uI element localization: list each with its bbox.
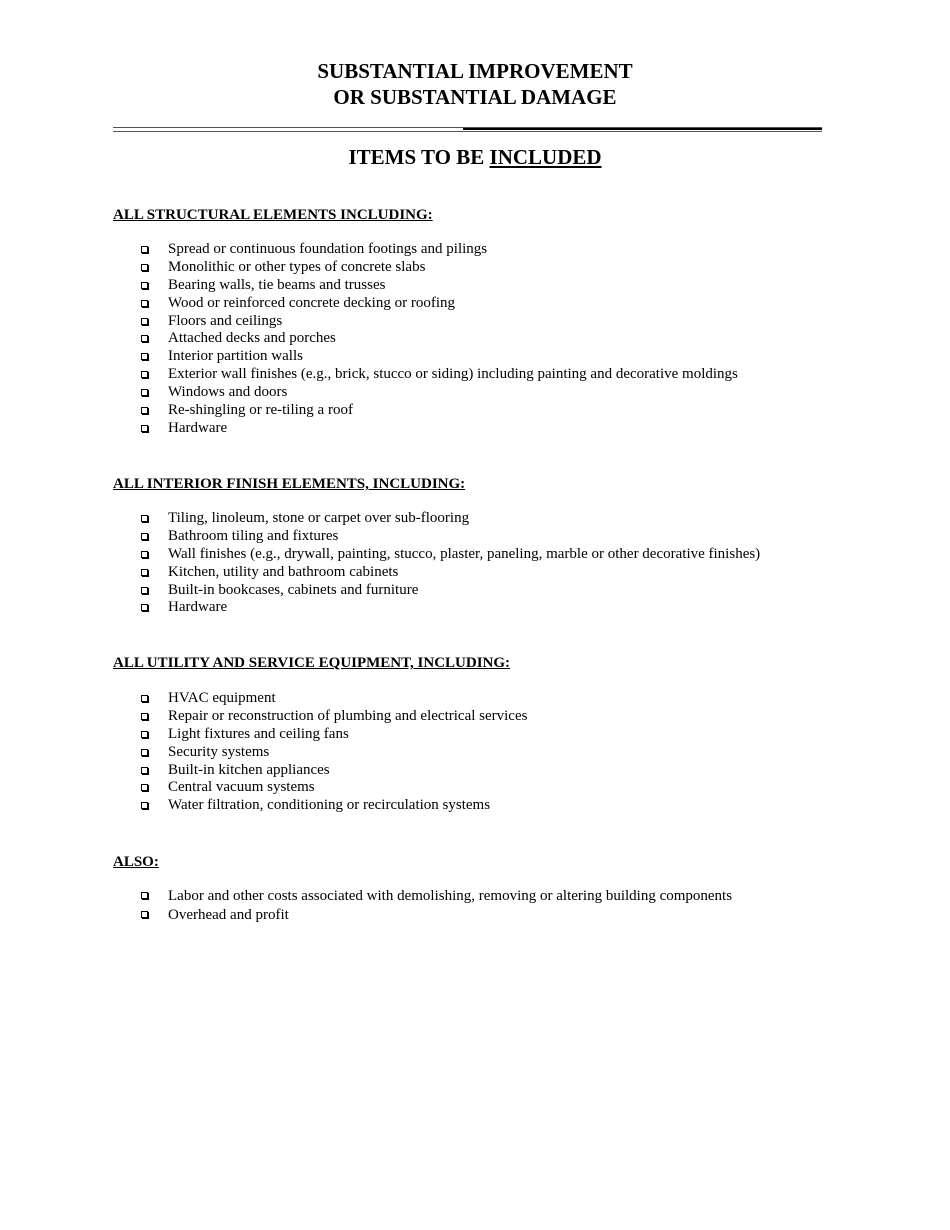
header-divider-thick <box>463 128 822 130</box>
checkbox-icon <box>141 264 148 271</box>
checkbox-icon <box>141 604 148 611</box>
items-subtitle <box>0 144 950 170</box>
checkbox-icon <box>141 892 148 899</box>
checkbox-icon <box>141 695 148 702</box>
checkbox-icon <box>141 407 148 414</box>
checkbox-icon <box>141 533 148 540</box>
items-subtitle-prefix: ITEMS TO BE <box>348 145 490 169</box>
checkbox-icon <box>141 335 148 342</box>
checkbox-icon <box>141 802 148 809</box>
checkbox-icon <box>141 569 148 576</box>
header-divider-lower <box>113 131 822 132</box>
checkbox-icon <box>141 713 148 720</box>
section-heading-interior: ALL INTERIOR FINISH ELEMENTS, INCLUDING: <box>113 476 466 492</box>
section-heading-also: ALSO: <box>113 854 159 870</box>
checkbox-icon <box>141 749 148 756</box>
section-heading-structural: ALL STRUCTURAL ELEMENTS INCLUDING: <box>113 207 433 223</box>
document-title-line-2: OR SUBSTANTIAL DAMAGE <box>333 85 617 109</box>
checkbox-icon <box>141 318 148 325</box>
checkbox-icon <box>141 767 148 774</box>
checkbox-icon <box>141 731 148 738</box>
checkbox-icon <box>141 587 148 594</box>
checkbox-icon <box>141 515 148 522</box>
checkbox-icon <box>141 282 148 289</box>
checkbox-icon <box>141 425 148 432</box>
checkbox-icon <box>141 246 148 253</box>
checkbox-icon <box>141 784 148 791</box>
document-title-line-1: SUBSTANTIAL IMPROVEMENT <box>317 59 633 83</box>
checkbox-icon <box>141 371 148 378</box>
checkbox-icon <box>141 911 148 918</box>
section-heading-utility: ALL UTILITY AND SERVICE EQUIPMENT, INCLUDING: <box>113 655 511 671</box>
checkbox-icon <box>141 389 148 396</box>
items-subtitle-emphasis: INCLUDED <box>489 145 602 169</box>
checkbox-icon <box>141 300 148 307</box>
checkbox-icon <box>141 551 148 558</box>
checkbox-icon <box>141 353 148 360</box>
